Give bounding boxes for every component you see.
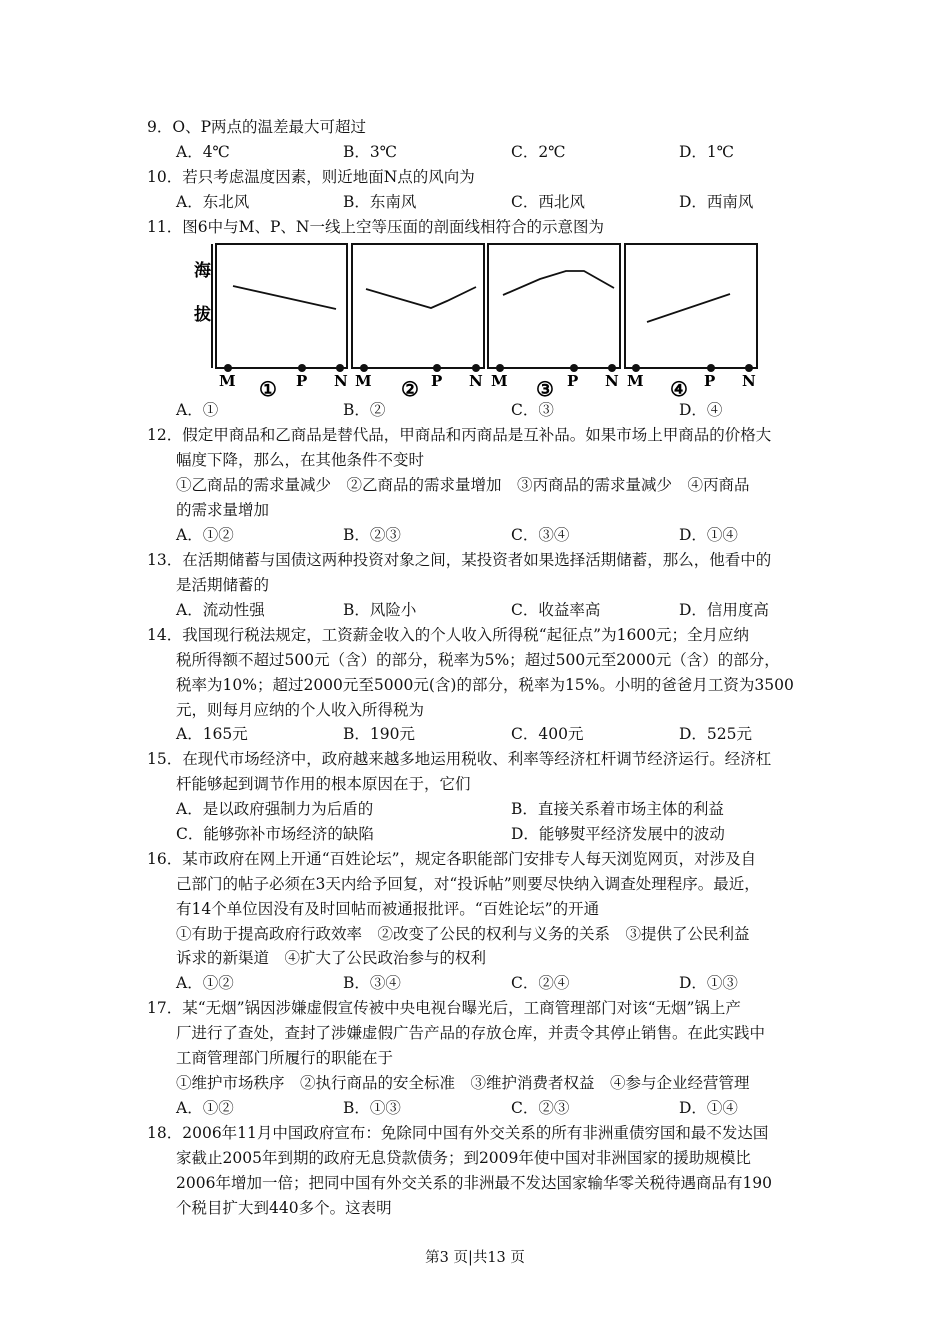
option: C．②④ [511, 974, 570, 992]
panel-number: ② [401, 377, 419, 398]
option: A．165元 [176, 725, 248, 743]
option: A．①② [176, 974, 234, 992]
question-text: 厂进行了查处，查封了涉嫌虚假广告产品的存放仓库，并责令其停止销售。在此实践中 [176, 1024, 766, 1042]
question-text: 税所得额不超过500元（含）的部分，税率为5%；超过500元至2000元（含）的部分， [176, 651, 780, 669]
option: D．④ [679, 401, 723, 419]
panel-number: ④ [670, 377, 688, 398]
ylabel-top: 海 [194, 261, 211, 281]
label-n: N [334, 372, 348, 390]
question-text: ①有助于提高政府行政效率 ②改变了公民的权利与义务的关系 ③提供了公民利益 [176, 925, 750, 943]
option: D．西南风 [679, 193, 754, 211]
label-m: M [219, 372, 236, 390]
question-text: 元，则每月应纳的个人收入所得税为 [176, 701, 425, 719]
label-m: M [355, 372, 372, 390]
question-text: 的需求量增加 [176, 501, 270, 519]
question-text: 己部门的帖子必须在3天内给予回复，对“投诉帖”则要尽快纳入调查处理程序。最近， [176, 875, 760, 893]
panel-number: ① [259, 377, 277, 398]
label-n: N [605, 372, 619, 390]
option: D．①④ [679, 526, 738, 544]
option: A．东北风 [176, 193, 250, 211]
option: B．② [343, 401, 386, 419]
question-15: 15．在现代市场经济中，政府越来越多地运用税收、利率等经济杠杆调节经济运行。经济杠 [147, 750, 772, 768]
option: B．3℃ [343, 143, 398, 161]
question-text: 杆能够起到调节作用的根本原因在于，它们 [176, 775, 471, 793]
panel-1 [212, 244, 348, 398]
isobar-line [366, 287, 476, 308]
panel-number: ③ [536, 377, 554, 398]
question-9: 9．O、P两点的温差最大可超过 [147, 118, 367, 136]
option: B．190元 [343, 725, 415, 743]
option: C．③④ [511, 526, 570, 544]
option: B．风险小 [343, 601, 417, 619]
label-m: M [627, 372, 644, 390]
question-13: 13．在活期储蓄与国债这两种投资对象之间，某投资者如果选择活期储蓄，那么，他看中的 [147, 551, 772, 569]
question-text: 税率为10%；超过2000元至5000元(含)的部分，税率为15%。小明的爸爸月工资为3500 [176, 676, 794, 694]
option: C．收益率高 [511, 601, 601, 619]
option: B．②③ [343, 526, 401, 544]
option: C．③ [511, 401, 554, 419]
page-footer: 第3 页|共13 页 [425, 1250, 525, 1266]
option: C．西北风 [511, 193, 585, 211]
option: D．525元 [679, 725, 753, 743]
label-p: P [704, 372, 716, 390]
question-11: 11．图6中与M、P、N一线上空等压面的剖面线相符合的示意图为 [147, 218, 604, 236]
panel-3 [488, 244, 620, 398]
option: B．①③ [343, 1099, 401, 1117]
question-18: 18．2006年11月中国政府宣布：免除同中国有外交关系的所有非洲重债穷国和最不发达国 [147, 1124, 769, 1142]
question-text: ①维护市场秩序 ②执行商品的安全标准 ③维护消费者权益 ④参与企业经营管理 [176, 1074, 750, 1092]
ylabel-bottom: 拔 [194, 305, 211, 325]
option: C．能够弥补市场经济的缺陷 [176, 825, 374, 843]
isobar-line [503, 271, 614, 295]
question-text: 幅度下降，那么，在其他条件不变时 [176, 451, 425, 469]
question-10: 10．若只考虑温度因素，则近地面N点的风向为 [147, 168, 475, 186]
label-m: M [491, 372, 508, 390]
option: D．信用度高 [679, 601, 769, 619]
question-text: 有14个单位因没有及时回帖而被通报批评。“百姓论坛”的开通 [176, 900, 600, 918]
option: A．流动性强 [176, 601, 265, 619]
option: B．直接关系着市场主体的利益 [511, 800, 724, 818]
question-text: 是活期储蓄的 [176, 576, 270, 594]
option: A．① [176, 401, 219, 419]
isobar-line [647, 294, 730, 322]
label-p: P [431, 372, 443, 390]
option: B．③④ [343, 974, 401, 992]
option: D．能够熨平经济发展中的波动 [511, 825, 725, 843]
question-text: 个税目扩大到440多个。这表明 [176, 1199, 392, 1217]
option: A．是以政府强制力为后盾的 [176, 800, 374, 818]
option: D．①④ [679, 1099, 738, 1117]
option: B．东南风 [343, 193, 417, 211]
option: D．1℃ [679, 143, 735, 161]
question-14: 14．我国现行税法规定，工资薪金收入的个人收入所得税“起征点”为1600元；全月应纳 [147, 626, 750, 644]
question-16: 16．某市政府在网上开通“百姓论坛”，规定各职能部门安排专人每天浏览网页，对涉及自 [147, 850, 757, 868]
option: A．①② [176, 526, 234, 544]
question-text: 诉求的新渠道 ④扩大了公民政治参与的权利 [176, 949, 487, 967]
option: C．2℃ [511, 143, 566, 161]
question-text: 2006年增加一倍；把同中国有外交关系的非洲最不发达国家输华零关税待遇商品有190 [176, 1174, 773, 1192]
label-p: P [567, 372, 579, 390]
label-p: P [296, 372, 308, 390]
isobar-line [233, 286, 336, 309]
label-n: N [742, 372, 756, 390]
question-text: ①乙商品的需求量减少 ②乙商品的需求量增加 ③丙商品的需求量减少 ④丙商品 [176, 476, 750, 494]
question-text: 家截止2005年到期的政府无息贷款债务；到2009年使中国对非洲国家的援助规模比 [176, 1149, 751, 1167]
question-12: 12．假定甲商品和乙商品是替代品，甲商品和丙商品是互补品。如果市场上甲商品的价格大 [147, 426, 772, 444]
option: D．①③ [679, 974, 738, 992]
panel-2 [352, 244, 484, 398]
panel-4 [625, 244, 757, 398]
question-17: 17．某“无烟”锅因涉嫌虚假宣传被中央电视台曝光后，工商管理部门对该“无烟”锅上产 [147, 999, 741, 1017]
isobar-profile-figure [188, 238, 768, 398]
label-n: N [469, 372, 483, 390]
option: A．4℃ [176, 143, 230, 161]
option: C．②③ [511, 1099, 570, 1117]
option: A．①② [176, 1099, 234, 1117]
question-text: 工商管理部门所履行的职能在于 [176, 1049, 394, 1067]
option: C．400元 [511, 725, 584, 743]
